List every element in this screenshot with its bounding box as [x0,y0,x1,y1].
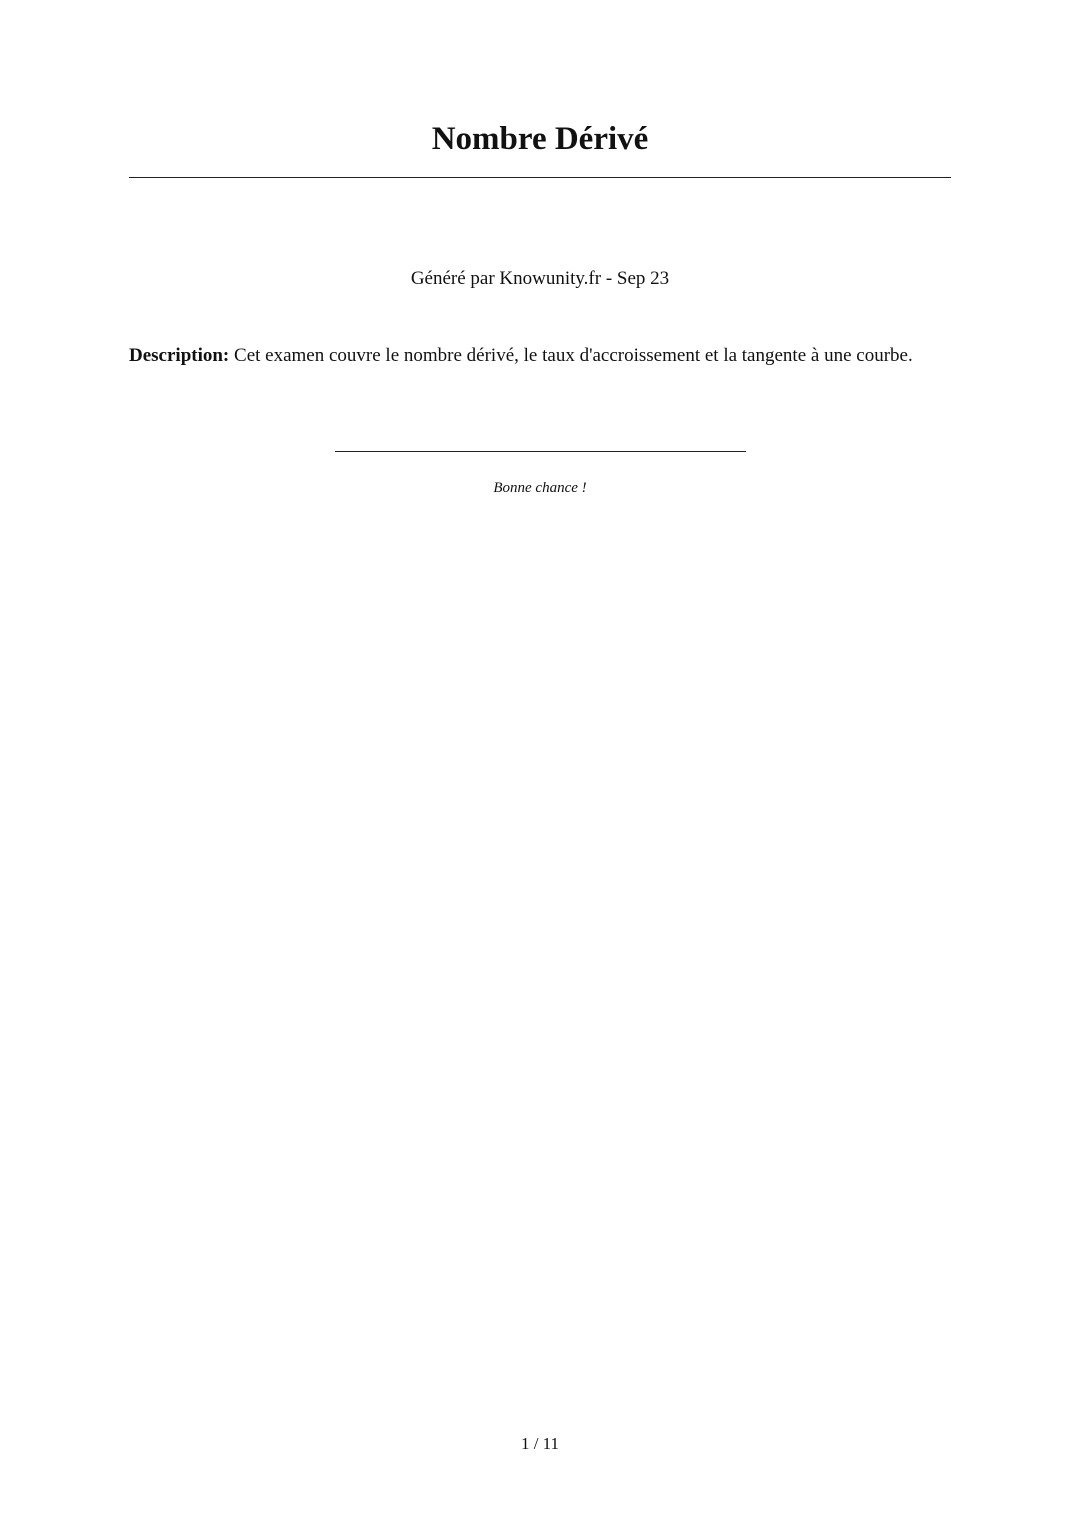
section-divider [335,451,746,452]
description-text: Cet examen couvre le nombre dérivé, le taux d'accroissement et la tangente à une courbe. [234,345,913,366]
description-paragraph [129,343,929,369]
generated-by-line: Généré par Knowunity.fr - Sep 23 [410,268,670,289]
page-number: 1 / 11 [520,1434,560,1453]
closing-message: Bonne chance ! [493,480,587,496]
document-title: Nombre Dérivé [431,121,649,157]
title-divider [129,177,951,178]
description-label: Description: [129,345,230,366]
